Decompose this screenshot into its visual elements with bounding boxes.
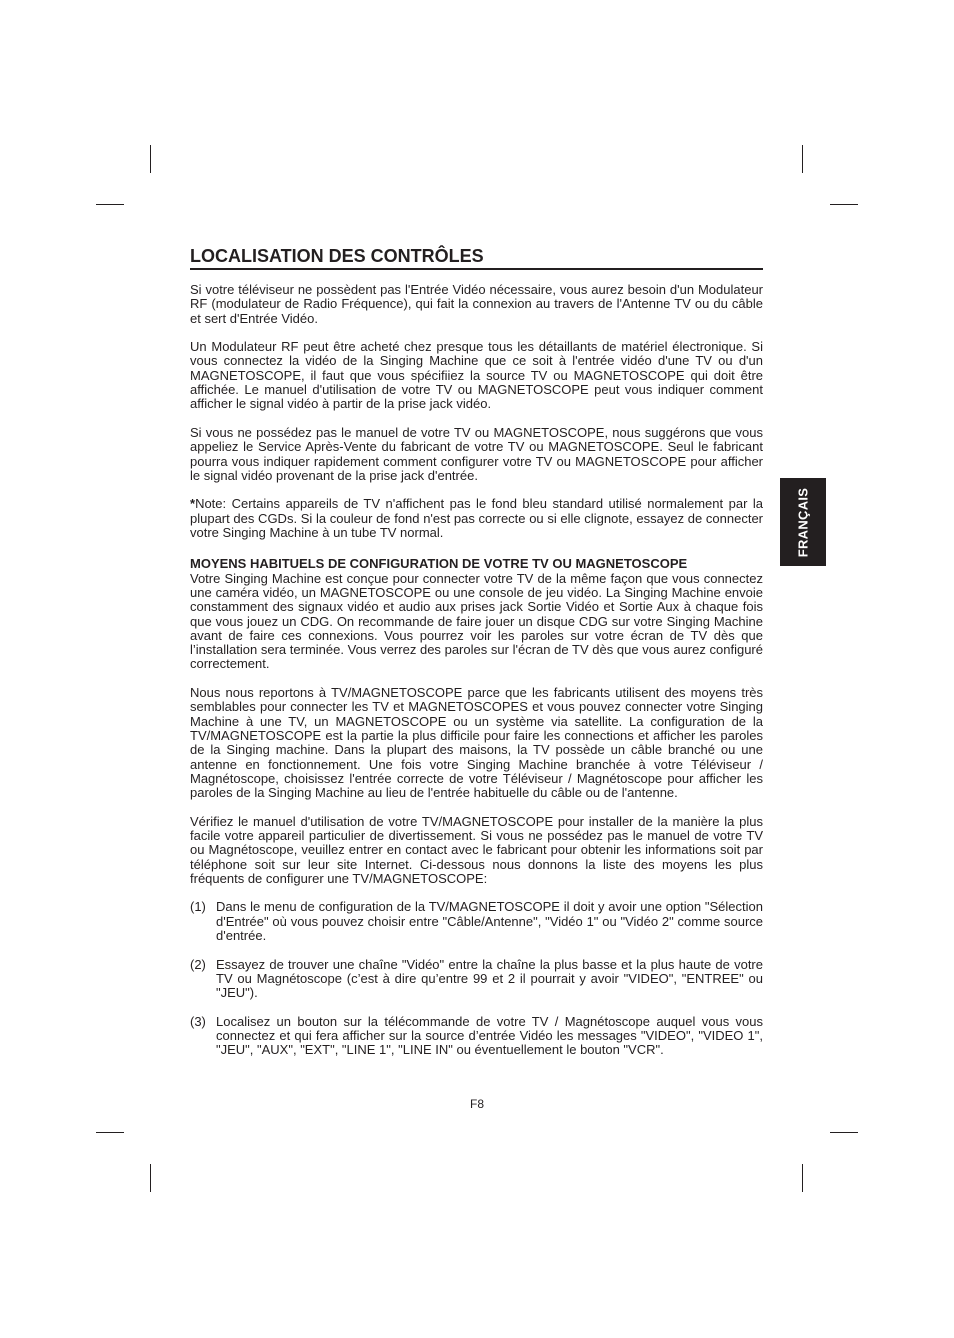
crop-mark	[830, 1132, 858, 1133]
language-tab	[780, 478, 826, 566]
list-item-text: Essayez de trouver une chaîne "Vidéo" entre la chaîne la plus basse et la plus haute de votre TV ou Magnétoscope (c’est à dire qu’entre 99 et 2 il pourrait y avoir "VIDEO", "ENTREE" ou "JEU").	[216, 956, 763, 1001]
paragraph: Si vous ne possédez pas le manuel de votre TV ou MAGNETOSCOPE, nous suggérons que vous appeliez le Service Après-Vente du fabricant de votre TV ou MAGNETOSCOPE. Seul le fabricant pourra vous indiquer rapidement comment configurer votre TV ou MAGNETOSCOPE pour afficher le signal vidéo provenant de la prise jack d'entrée.	[190, 424, 763, 483]
page-content	[190, 245, 763, 1072]
paragraph: Votre Singing Machine est conçue pour connecter votre TV de la même façon que vous connectez une caméra vidéo, un MAGNETOSCOPE ou une console de jeu vidéo. La Singing Machine envoie constamment des signaux vidéo et audio aux prises jack Sortie Vidéo et Sortie Aux à chaque fois que vous jouez un CDG. On recommande de faire jouer un disque CDG sur votre Singing Machine avant de faire ces connexions. Vous pourrez voir les paroles sur votre écran de TV dès que l’installation sera terminée. Vous verrez des paroles sur l'écran de TV dès que vous aurez configuré correctement.	[190, 570, 763, 672]
crop-mark	[96, 204, 124, 205]
crop-mark	[802, 145, 803, 173]
note-text: Note: Certains appareils de TV n'affichent pas le fond bleu standard utilisé normalement par la plupart des CGDs. Si la couleur de fond n'est pas correcte ou si elle clignote, essayez de connecter votre Singing Machine à un tube TV normal.	[190, 496, 763, 541]
crop-mark	[96, 1132, 124, 1133]
numbered-list	[190, 900, 763, 1057]
list-item	[190, 1015, 763, 1058]
page-title: LOCALISATION DES CONTRÔLES	[190, 245, 763, 270]
paragraph: Si votre téléviseur ne possèdent pas l'Entrée Vidéo nécessaire, vous aurez besoin d'un Modulateur RF (modulateur de Radio Fréquence), qui fait la connexion au travers de l'Antenne TV ou du câble et sert d'Entrée Vidéo.	[190, 282, 763, 326]
paragraph: Nous nous reportons à TV/MAGNETOSCOPE parce que les fabricants utilisent des moyens très semblables pour connecter les TV et MAGNETOSCOPES et vous pouvez connecter votre Singing Machine à une TV, un MAGNETOSCOPE ou un système via satellite. La configuration de la TV/MAGNETOSCOPE est la partie la plus difficile pour faire les connections et afficher les paroles de la Singing machine. Dans la plupart des maisons, la TV possède un câble branché ou une antenne en fonctionnement. Une fois votre Singing Machine branchée à votre Téléviseur / Magnétoscope, choisissez l'entrée correcte de votre Téléviseur / Magnétoscope pour afficher les paroles de la Singing Machine au lieu de l'entrée habituelle du câble ou de l'antenne.	[190, 685, 763, 801]
list-item-text: Dans le menu de configuration de la TV/MAGNETOSCOPE il doit y avoir une option "Sélection d'Entrée" où vous pouvez choisir entre "Câble/Antenne", "Vidéo 1" ou "Vidéo 2" comme source d'entrée.	[216, 899, 763, 944]
list-item-number: (3)	[190, 1013, 206, 1029]
page-number: F8	[469, 1097, 484, 1111]
language-tab-label: FRANÇAIS	[795, 487, 811, 557]
crop-mark	[150, 1164, 151, 1192]
list-item	[190, 958, 763, 1001]
list-item-text: Localisez un bouton sur la télécommande de votre TV / Magnétoscope auquel vous vous connectez et qui fera afficher sur la source d’entrée Vidéo les messages "VIDEO", "VIDEO 1", "JEU", "AUX", "EXT", "LINE 1", "LINE IN" ou éventuellement le bouton "VCR".	[216, 1013, 763, 1058]
list-item	[190, 900, 763, 943]
crop-mark	[802, 1164, 803, 1192]
list-item-number: (2)	[190, 956, 206, 972]
crop-mark	[150, 145, 151, 173]
note-paragraph	[190, 497, 763, 540]
note-marker: *	[190, 496, 196, 512]
section-heading: MOYENS HABITUELS DE CONFIGURATION DE VOTRE TV OU MAGNETOSCOPE	[190, 556, 688, 572]
paragraph: Vérifiez le manuel d'utilisation de votre TV/MAGNETOSCOPE pour installer de la manière la plus facile votre appareil particulier de divertissement. Si vous ne possédez pas le manuel de votre TV ou Magnétoscope, veuillez entrer en contact avec le fabricant pour obtenir les informations soit par téléphone soit sur leur site Internet. Ci-dessous nous donnons la liste des moyens les plus fréquents de configurer une TV/MAGNETOSCOPE:	[190, 813, 763, 886]
list-item-number: (1)	[190, 899, 206, 915]
crop-mark	[830, 204, 858, 205]
paragraph: Un Modulateur RF peut être acheté chez presque tous les détaillants de matériel électronique. Si vous connectez la vidéo de la Singing Machine que ce soit à l'entrée vidéo d'une TV ou d'un MAGNETOSCOPE, il faut que vous spécifiiez la source TV ou MAGNETOSCOPE qui doit être affichée. Le manuel d'utilisation de votre TV ou MAGNETOSCOPE peut vous indiquer comment afficher le signal vidéo à partir de la prise jack vidéo.	[190, 339, 763, 412]
